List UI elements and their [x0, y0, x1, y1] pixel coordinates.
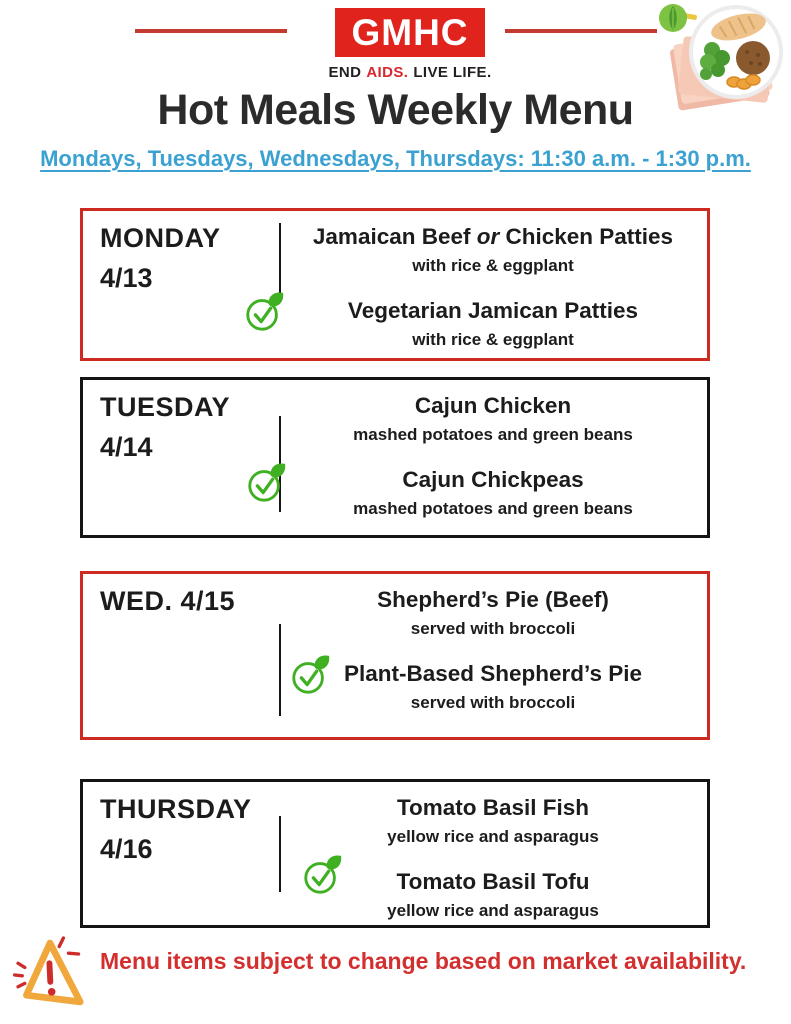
- vegetarian-leaf-check-icon: [245, 462, 287, 504]
- day-name: WED. 4/15: [100, 586, 236, 616]
- tagline-end: END: [328, 64, 362, 81]
- day-menu-divider: [279, 816, 281, 892]
- regular-dish-side: yellow rice and asparagus: [387, 827, 599, 846]
- regular-dish-side: served with broccoli: [410, 619, 576, 638]
- alert-triangle-icon: [13, 930, 97, 1020]
- day-label: [100, 392, 230, 463]
- day-label: [100, 586, 235, 626]
- gmhc-logo: [335, 8, 485, 57]
- availability-notice: Menu items subject to change based on market availability.: [100, 948, 747, 974]
- day-date: 4/14: [100, 432, 153, 462]
- day-date: 4/16: [100, 834, 153, 864]
- day-menu: [283, 574, 703, 737]
- regular-dish-side: mashed potatoes and green beans: [353, 425, 633, 444]
- vegetarian-dish-side: served with broccoli: [410, 693, 576, 712]
- day-name: TUESDAY: [100, 392, 231, 422]
- vegetarian-leaf-check-icon: [243, 291, 285, 333]
- gmhc-logo-text: GMHC: [351, 11, 469, 53]
- menu-card-monday: [80, 208, 710, 361]
- menu-card-tuesday: [80, 377, 710, 538]
- or-word: or: [476, 224, 500, 249]
- day-date: 4/13: [100, 263, 153, 293]
- regular-dish-name: Shepherd’s Pie (Beef): [377, 587, 609, 612]
- regular-dish-name: Jamaican Beef or Chicken Patties: [312, 224, 674, 249]
- sprout: [659, 4, 697, 32]
- day-name: MONDAY: [100, 223, 221, 253]
- page-title: Hot Meals Weekly Menu: [157, 86, 634, 134]
- tagline-live: LIVE LIFE.: [413, 64, 492, 81]
- day-name: THURSDAY: [100, 794, 252, 824]
- vegetarian-dish-side: mashed potatoes and green beans: [353, 499, 633, 518]
- tagline-aids: AIDS.: [366, 64, 409, 81]
- day-menu: [283, 211, 703, 358]
- schedule-line: Mondays, Tuesdays, Wednesdays, Thursdays: 11:30 a.m. - 1:30 p.m.: [40, 146, 751, 171]
- day-menu: [283, 782, 703, 925]
- right-red-rule: [505, 29, 657, 33]
- vegetarian-dish-side: with rice & eggplant: [412, 330, 574, 349]
- left-red-rule: [135, 29, 287, 33]
- regular-dish-name: Tomato Basil Fish: [396, 795, 590, 820]
- vegetarian-dish-name: Cajun Chickpeas: [402, 467, 584, 492]
- day-label: [100, 794, 252, 865]
- day-menu-divider: [279, 624, 281, 716]
- vegetarian-dish-name: Vegetarian Jamican Patties: [347, 298, 639, 323]
- vegetarian-dish-side: yellow rice and asparagus: [387, 901, 599, 920]
- vegetarian-dish-name: Plant-Based Shepherd’s Pie: [343, 661, 642, 686]
- menu-card-wednesday: [80, 571, 710, 740]
- regular-dish-side: with rice & eggplant: [412, 256, 574, 275]
- day-menu: [283, 380, 703, 535]
- menu-card-thursday: [80, 779, 710, 928]
- day-label: [100, 223, 221, 294]
- day-menu-divider: [279, 223, 281, 301]
- ground-beef: [736, 41, 770, 75]
- regular-dish-name: Cajun Chicken: [414, 393, 572, 418]
- vegetarian-dish-name: Tomato Basil Tofu: [396, 869, 590, 894]
- gmhc-tagline: [318, 64, 502, 81]
